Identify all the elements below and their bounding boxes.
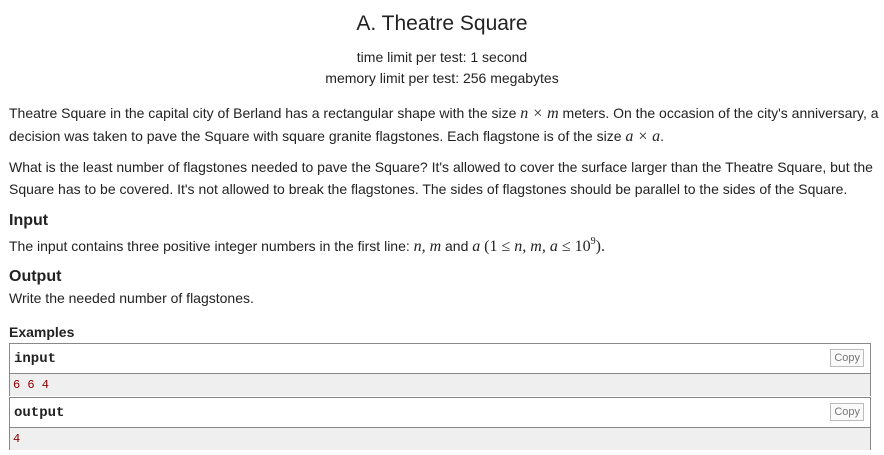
- input-heading: Input: [9, 212, 49, 229]
- problem-title: A. Theatre Square: [356, 12, 528, 35]
- memory-limit: memory limit per test: 256 megabytes: [325, 70, 559, 86]
- time-limit: time limit per test: 1 second: [356, 49, 528, 65]
- math-constraint-le: ≤ 10: [557, 238, 591, 255]
- example-output-value: 4: [13, 432, 21, 446]
- statement-paragraph-2: What is the least number of flagstones needed to pave the Square? It's allowed to cover the surface larger than the Theatre Square, but the Square has to be covered. It's not allowed to break the flagstones. The sides of flagstones should be parallel to the sides of the Square.: [9, 159, 873, 197]
- output-heading: Output: [9, 268, 62, 285]
- example-input-label: input: [14, 351, 57, 367]
- example-input-body: [10, 374, 870, 396]
- math-size: n × m: [520, 105, 559, 122]
- copy-output-button[interactable]: Copy: [830, 403, 864, 421]
- copy-input-button[interactable]: Copy: [830, 349, 864, 367]
- example-output-label: output: [14, 405, 65, 421]
- math-var-n: n,: [413, 238, 426, 255]
- math-constraint-close: ).: [595, 238, 605, 255]
- example-input-value: 6 6 4: [13, 378, 50, 392]
- example-input-header: [10, 344, 870, 374]
- math-exponent: 9: [590, 236, 596, 247]
- example-output-body: [10, 428, 870, 450]
- input-description: [9, 231, 879, 258]
- math-var-a: a: [472, 238, 481, 255]
- math-flagstone-size: a × a: [625, 128, 661, 145]
- input-text-and: and: [441, 238, 473, 254]
- output-description: Write the needed number of flagstones.: [9, 290, 254, 306]
- statement-text: .: [660, 128, 665, 144]
- input-text: The input contains three positive integer numbers in the first line:: [9, 238, 414, 254]
- example-output-header: [10, 398, 870, 428]
- statement-text: Theatre Square in the capital city of Berland has a rectangular shape with the size: [9, 105, 521, 121]
- example-input-box: [9, 343, 871, 396]
- statement-paragraph-1: [9, 102, 879, 148]
- math-constraint-vars: n, m, a: [514, 238, 558, 255]
- examples-title: Examples: [9, 324, 75, 340]
- math-constraint-open: (1 ≤: [484, 238, 515, 255]
- math-var-m: m: [429, 238, 442, 255]
- example-output-box: [9, 397, 871, 450]
- statement-text: meters. On the occasion of the city's anniversary, a decision was taken to pave the Square with square granite flagstones. Each flagstone is of the size: [9, 105, 879, 144]
